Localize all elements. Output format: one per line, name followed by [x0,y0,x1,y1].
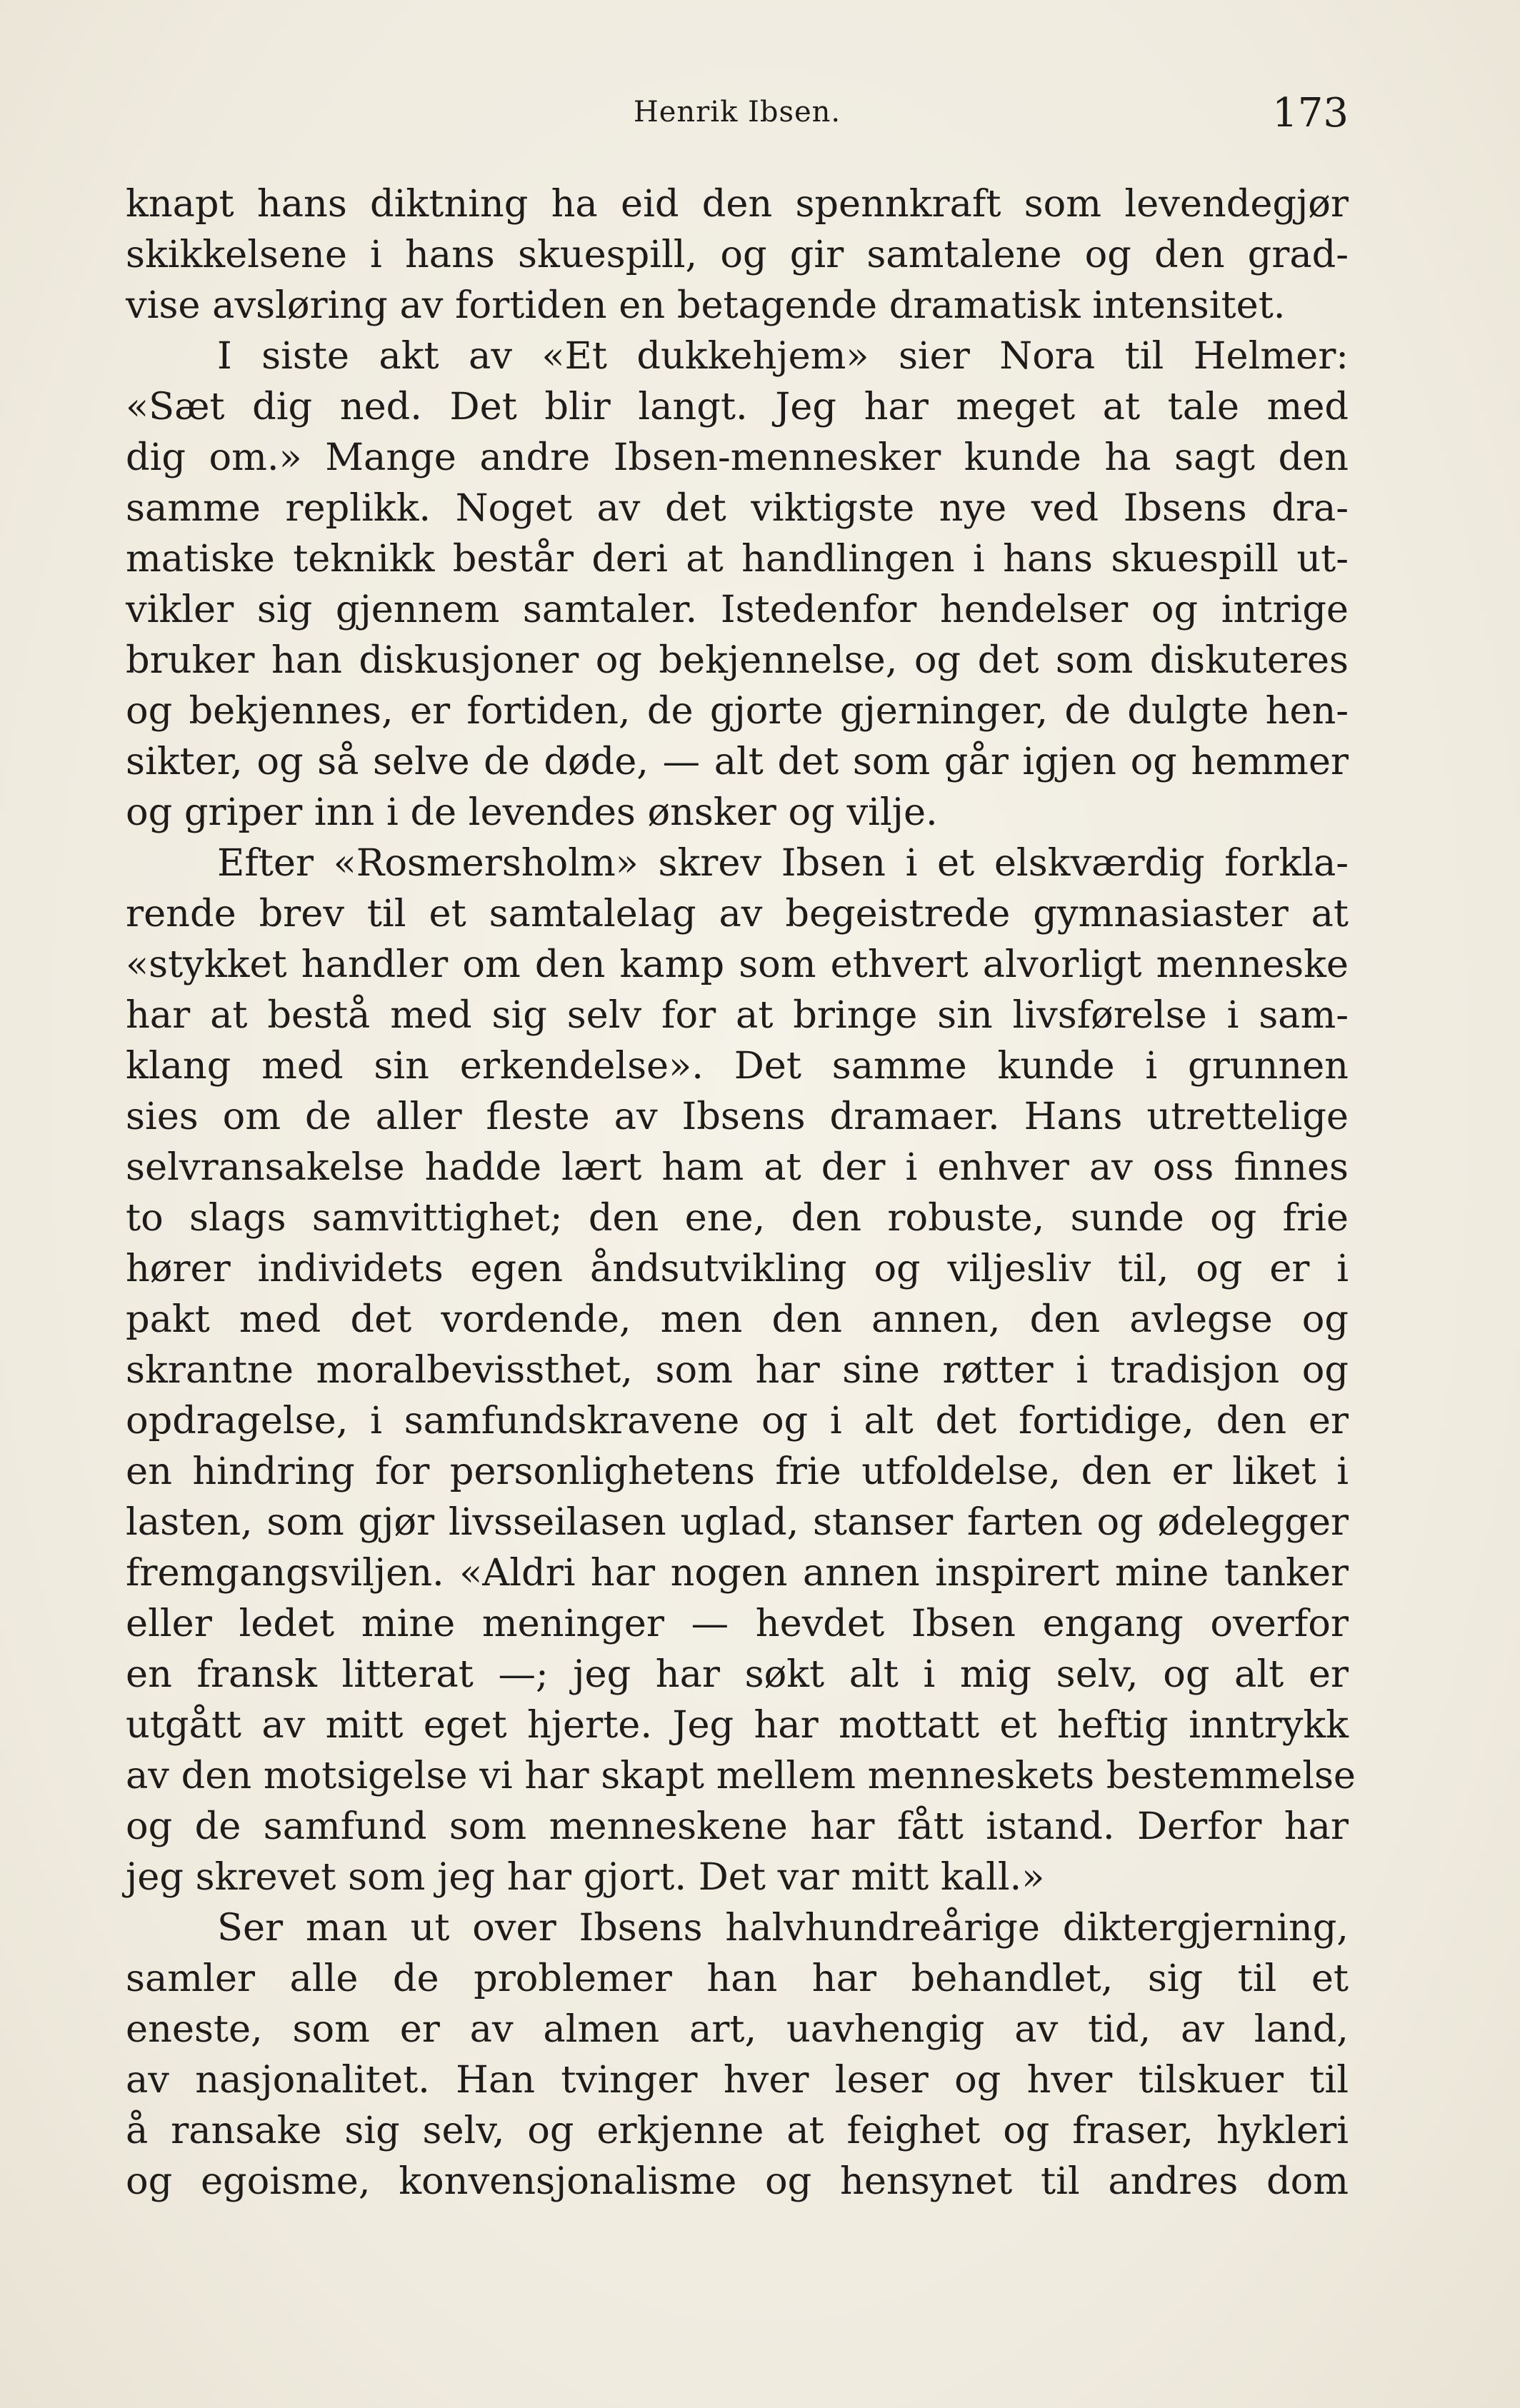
text-line: knapt hans diktning ha eid den spennkraft som levendegjør [126,182,1349,226]
text-line: to slags samvittighet; den ene, den robuste, sunde og frie [126,1196,1349,1240]
text-line: klang med sin erkendelse». Det samme kunde i grunnen [126,1044,1349,1088]
text-line: vikler sig gjennem samtaler. Istedenfor hendelser og intrige [126,588,1349,631]
text-line: matiske teknikk består deri at handlingen i hans skuespill ut- [126,537,1349,581]
text-line: «Sæt dig ned. Det blir langt. Jeg har meget at tale med [126,385,1349,428]
text-line: å ransake sig selv, og erkjenne at feighet og fraser, hykleri [126,2109,1349,2152]
text-line: fremgangsviljen. «Aldri har nogen annen inspirert mine tanker [126,1551,1349,1595]
text-line: opdragelse, i samfundskravene og i alt det fortidige, den er [126,1399,1349,1443]
text-line: av nasjonalitet. Han tvinger hver leser og hver tilskuer til [126,2058,1349,2102]
text-line: har at bestå med sig selv for at bringe sin livsførelse i sam- [126,993,1349,1037]
text-line: vise avsløring av fortiden en betagende dramatisk intensitet. [126,284,1286,327]
text-line: og bekjennes, er fortiden, de gjorte gjerninger, de dulgte hen- [126,689,1349,733]
text-line: og de samfund som menneskene har fått istand. Derfor har [126,1805,1349,1848]
text-line: selvransakelse hadde lært ham at der i enhver av oss finnes [126,1145,1349,1189]
page-number: 173 [1272,90,1349,136]
text-line: sikter, og så selve de døde, — alt det som går igjen og hemmer [126,740,1349,783]
text-line: skrantne moralbevissthet, som har sine røtter i tradisjon og [126,1348,1349,1392]
text-line: eller ledet mine meninger — hevdet Ibsen engang overfor [126,1602,1349,1645]
text-line: eneste, som er av almen art, uavhengig av tid, av land, [126,2007,1349,2051]
text-line: «stykket handler om den kamp som ethvert alvorligt menneske [126,943,1349,986]
text-line: av den motsigelse vi har skapt mellem menneskets bestemmelse [126,1754,1356,1797]
text-line: Ser man ut over Ibsens halvhundreårige diktergjerning, [217,1906,1349,1950]
text-line: og egoisme, konvensjonalisme og hensynet til andres dom [126,2159,1349,2203]
page-header [126,84,1349,149]
text-line: en hindring for personlighetens frie utfoldelse, den er liket i [126,1450,1349,1493]
body-text [126,179,1356,2207]
running-title: Henrik Ibsen. [633,96,841,129]
text-line: lasten, som gjør livsseilasen uglad, stanser farten og ødelegger [126,1500,1349,1544]
text-line: bruker han diskusjoner og bekjennelse, og det som diskuteres [126,638,1349,682]
text-line: sies om de aller fleste av Ibsens dramaer. Hans utrettelige [126,1095,1349,1138]
text-line: dig om.» Mange andre Ibsen-mennesker kunde ha sagt den [126,436,1349,479]
text-line: pakt med det vordende, men den annen, den avlegse og [126,1298,1349,1341]
text-line: rende brev til et samtalelag av begeistrede gymnasiaster at [126,892,1349,935]
text-line: Efter «Rosmersholm» skrev Ibsen i et elskværdig forkla- [217,841,1349,885]
text-line: skikkelsene i hans skuespill, og gir samtalene og den grad- [126,233,1349,276]
text-line: jeg skrevet som jeg har gjort. Det var mitt kall.» [126,1855,1045,1899]
text-line: I siste akt av «Et dukkehjem» sier Nora til Helmer: [217,334,1349,378]
text-line: hører individets egen åndsutvikling og viljesliv til, og er i [126,1247,1349,1290]
text-line: og griper inn i de levendes ønsker og vilje. [126,791,938,834]
text-line: utgått av mitt eget hjerte. Jeg har mottatt et heftig inntrykk [126,1703,1349,1747]
text-line: samme replikk. Noget av det viktigste nye ved Ibsens dra- [126,486,1349,530]
text-line: en fransk litterat —; jeg har søkt alt i mig selv, og alt er [126,1652,1349,1696]
text-line: samler alle de problemer han har behandlet, sig til et [126,1957,1349,2000]
